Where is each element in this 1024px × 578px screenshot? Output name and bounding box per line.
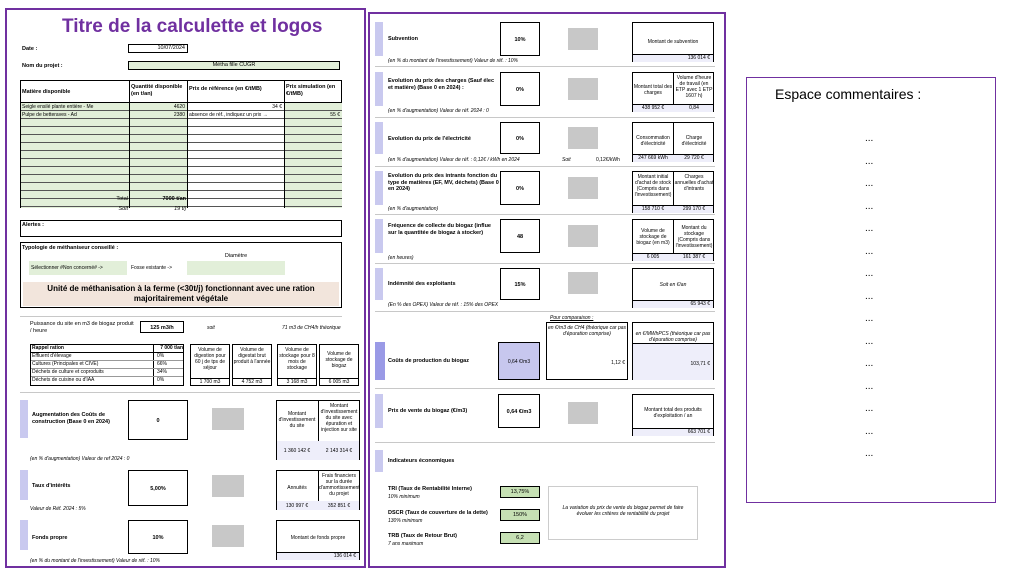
volume-header: Volume de stockage pour 8 mois de stockage <box>279 347 315 371</box>
sale-price-label: Prix de vente du biogaz (€/m3) <box>388 408 468 414</box>
material-row-1-qty[interactable]: 4620 <box>173 104 185 110</box>
inputs-price-input[interactable]: 0% <box>500 171 540 205</box>
trb-label: TRB (Taux de Retour Brut) <box>388 533 457 539</box>
material-row-1-name[interactable]: Seigle ensilé plante entière - Me <box>22 104 94 110</box>
collection-frequency-slider[interactable] <box>568 225 598 247</box>
material-row-2-ref: absence de réf., indiquez un prix → <box>189 112 268 118</box>
project-field[interactable]: Métha fille CUGR <box>128 61 340 70</box>
inputs-box <box>632 171 714 213</box>
header-material: Matière disponible <box>22 89 71 95</box>
comparison-label: Pour comparaison : <box>550 315 594 321</box>
diameter-input[interactable] <box>187 261 285 275</box>
financial-costs-value: 352 851 € <box>327 503 351 509</box>
subsidy-input[interactable]: 10% <box>500 22 540 56</box>
volume-header: Volume de stockage de biogaz <box>325 351 353 369</box>
comment-line: ... <box>865 313 874 324</box>
volume-value: 1 700 m3 <box>191 378 229 385</box>
equity-value: 136 014 € <box>277 552 359 560</box>
ration-header: Rappel ration <box>32 345 64 351</box>
subsidy-note: (en % du montant de l'investissement) Valeur de réf. : 10% <box>388 58 519 64</box>
collection-frequency-note: (en heures) <box>388 255 414 261</box>
power-ch4: 71 m3 de CH4/h théorique <box>282 325 341 331</box>
charges-input[interactable]: 0% <box>500 72 540 106</box>
typology-select[interactable]: Sélectionner #Non concerné# -> <box>29 261 127 275</box>
construction-cost-note: (en % d'augmentation) Valeur de ref 2024 : 0 <box>30 456 130 462</box>
storage-box <box>632 219 714 261</box>
electricity-label: Evolution du prix de l'électricité <box>388 136 471 142</box>
compensation-note: (En % des OPEX) Valeur de réf. : 15% des OPEX <box>388 302 499 308</box>
comment-line: ... <box>865 403 874 414</box>
volume-header: Volume de digestat brut produit à l'année <box>233 347 271 365</box>
annuities-box <box>276 470 360 510</box>
trb-value: 6,2 <box>500 532 540 544</box>
ration-row-value: 66% <box>157 361 168 367</box>
sale-price-input[interactable]: 0,64 €/m3 <box>498 394 540 428</box>
subsidy-label: Subvention <box>388 36 418 42</box>
inputs-price-note: (en % d'augmentation) <box>388 206 439 212</box>
cost-mwh-value: 103,71 € <box>633 343 713 380</box>
electricity-price: 0,12€/kWh <box>596 157 620 163</box>
header-sim-price: Prix simulation (en €/tMB) <box>286 84 336 97</box>
subsidy-slider[interactable] <box>568 28 598 50</box>
ration-row-value: 34% <box>157 369 168 375</box>
compensation-box <box>632 268 714 308</box>
storage-volume-header: Volume de stockage de biogaz (en m3) <box>636 228 670 246</box>
comment-line: ... <box>865 245 874 257</box>
equity-input[interactable]: 10% <box>128 520 188 554</box>
volume-biogas <box>319 344 359 386</box>
alerts-box <box>20 220 342 237</box>
ration-row: Déchets de culture et coproduits <box>32 369 104 375</box>
revenue-box <box>632 394 714 436</box>
comment-line: ... <box>865 200 874 212</box>
cost-ch4-value: 1,12 € <box>611 360 625 366</box>
soit-label: Soit <box>118 206 128 212</box>
trb-min: 7 ans maximum <box>388 541 424 547</box>
ration-row: Effluent d'élevage <box>32 353 72 359</box>
cost-ch4-header: en €/m3 de CH4 (théorique car pas d'épuration comprise) <box>547 325 627 337</box>
cost-ch4-box <box>546 322 628 380</box>
initial-stock-value: 158 710 € <box>641 206 665 212</box>
comments-panel[interactable] <box>746 77 996 503</box>
power-label: Puissance du site en m3 de biogaz produit / heure <box>30 321 134 334</box>
annual-inputs-header: Charges annuelles d'achat d'intrants <box>674 174 714 192</box>
volume-value: 4 752 m3 <box>233 378 271 385</box>
material-row-2-qty[interactable]: 2380 <box>173 112 185 118</box>
dscr-label: DSCR (Taux de couverture de la dette) <box>388 510 488 516</box>
electricity-input[interactable]: 0% <box>500 122 540 154</box>
compensation-value: 65 943 € <box>633 300 713 308</box>
equity-note: (en % du montant de l'investissement) Valeur de réf. : 10% <box>30 558 161 564</box>
indicators-label: Indicateurs économiques <box>388 458 455 464</box>
header-quantity: Quantité disponible (en t/an) <box>131 84 183 97</box>
electricity-slider[interactable] <box>568 127 598 149</box>
comment-line: ... <box>865 448 874 459</box>
investment-box <box>276 400 360 460</box>
construction-cost-label: Augmentation des Coûts de construction (Base 0 en 2024) <box>32 412 110 425</box>
volume-value: 3 168 m3 <box>278 378 316 385</box>
power-value: 125 m3/h <box>140 321 184 333</box>
materials-table <box>20 80 342 208</box>
material-row-2-name[interactable]: Pulpe de betteraves - Ad <box>22 112 77 118</box>
charges-value: 438 952 € <box>641 105 665 111</box>
electricity-box <box>632 122 714 162</box>
electricity-consumption-value: 247 669 kWh <box>638 155 668 161</box>
construction-cost-input[interactable]: 0 <box>128 400 188 440</box>
interest-rate-note: Valeur de Réf. 2024 : 5% <box>30 506 86 512</box>
investment-epuration-header: Montant d'investissement du site avec épuration et injection sur site <box>320 403 358 433</box>
comment-line: ... <box>865 358 874 369</box>
electricity-charge-header: Charge d'électricité <box>681 135 707 147</box>
revenue-header: Montant total des produits d'exploitation / an <box>644 407 702 419</box>
alerts-label: Alertes : <box>22 222 45 228</box>
compensation-slider[interactable] <box>568 272 598 294</box>
compensation-header: Soit en €/an <box>659 282 687 288</box>
equity-box <box>276 520 360 560</box>
storage-amount-value: 161 387 € <box>682 254 706 260</box>
typology-box <box>20 242 342 308</box>
revenue-value: 663 701 € <box>633 428 713 436</box>
ration-row: Cultures (Principales et CIVE) <box>32 361 99 367</box>
typology-label: Typologie de méthaniseur conseillé : <box>22 245 119 251</box>
equity-slider[interactable] <box>212 525 244 547</box>
annual-inputs-value: 299 170 € <box>682 206 706 212</box>
subsidy-header: Montant de subvention <box>647 39 699 45</box>
diameter-label: Diamètre <box>224 253 248 259</box>
investment-epuration-value: 2 143 314 € <box>325 448 353 454</box>
work-hours-value: 0,84 <box>689 105 699 111</box>
charges-slider[interactable] <box>568 78 598 100</box>
comment-line: ... <box>865 133 874 144</box>
charges-box <box>632 72 714 112</box>
storage-volume-value: 6 005 <box>646 254 660 260</box>
dscr-min: 130% minimum <box>388 518 423 524</box>
tri-min: 10% minimum <box>388 494 420 500</box>
volume-digestat <box>232 344 272 386</box>
electricity-consumption-header: Consommation d'électricité <box>636 135 670 147</box>
ration-header-value: 7 000 t/an <box>160 345 183 351</box>
annuities-header: Annuités <box>287 485 307 491</box>
equity-label: Fonds propre <box>32 535 68 541</box>
comment-line: ... <box>865 290 874 302</box>
date-field[interactable]: 10/07/2024 <box>128 44 188 53</box>
investment-header: Montant d'investissement du site <box>278 411 316 429</box>
interest-rate-label: Taux d'intérêts <box>32 483 71 489</box>
comment-line: ... <box>865 268 874 279</box>
volume-header: Volume de digestion pour 60 j de tps de séjour <box>194 347 226 371</box>
interest-rate-slider[interactable] <box>212 475 244 497</box>
annuities-value: 130 997 € <box>285 503 309 509</box>
subsidy-box <box>632 22 714 62</box>
tri-label: TRI (Taux de Rentabilité Interne) <box>388 486 472 492</box>
power-soit: soit <box>207 325 215 331</box>
total-label: Total <box>116 196 128 202</box>
charges-note: (en % d'augmentation) Valeur de réf. 2024 : 0 <box>388 108 489 114</box>
collection-frequency-label: Fréquence de collecte du biogaz (influe sur la quantitée de biogaz à stocker) <box>388 223 491 236</box>
charges-header: Montant total des charges <box>633 84 673 96</box>
comment-line: ... <box>865 155 874 167</box>
inputs-price-label: Evolution du prix des intrants fonction du type de matières (EF, MV, déchets) (Base 0 en 2024) <box>388 173 499 192</box>
electricity-soit: Soit <box>562 157 571 163</box>
header-ref-price: Prix de référence (en €/tMB) <box>189 86 262 92</box>
financial-costs-header: Frais financiers sur la durée d'ammortissement du projet <box>319 473 360 497</box>
production-cost-value: 0,64 €/m3 <box>498 342 540 380</box>
soit-value: 19 t/j <box>174 206 186 212</box>
total-value: 7000 t/an <box>162 196 186 202</box>
sale-price-slider[interactable] <box>568 402 598 424</box>
production-cost-label: Coûts de production du biogaz <box>388 358 469 364</box>
electricity-note: (en % d'augmentation) Valeur de réf. : 0,12€ / kWh en 2024 <box>388 157 520 163</box>
compensation-input[interactable]: 15% <box>500 268 540 300</box>
comment-line: ... <box>865 223 874 234</box>
storage-amount-header: Montant du stockage (Compris dans l'investissement) <box>675 225 713 249</box>
tri-value: 13,75% <box>500 486 540 498</box>
cost-mwh-box <box>632 322 714 380</box>
cost-mwh-header: en €/MWhPCS (théorique car pas d'épuration comprise) <box>635 331 711 343</box>
ration-table <box>30 344 184 386</box>
ration-row-value: 0% <box>157 353 165 359</box>
volume-value: 6 005 m3 <box>320 378 358 385</box>
date-label: Date : <box>22 46 38 52</box>
ration-row: Déchets de cuisine ou d'IAA <box>32 377 95 383</box>
interest-rate-input[interactable]: 5,00% <box>128 470 188 506</box>
material-row-1-ref: 34 € <box>272 104 282 110</box>
comment-line: ... <box>865 425 874 437</box>
compensation-label: Indémnité des exploitants <box>388 281 456 287</box>
initial-stock-header: Montant initial d'achat de stock (Compris dans l'investissement) <box>634 174 672 198</box>
inputs-price-slider[interactable] <box>568 177 598 199</box>
subsidy-value: 136 014 € <box>633 54 713 62</box>
comment-line: ... <box>865 335 874 347</box>
comments-title: Espace commentaires : <box>775 86 922 102</box>
material-row-2-sim[interactable]: 55 € <box>330 112 340 118</box>
ration-row-value: 0% <box>157 377 165 383</box>
comment-line: ... <box>865 178 874 189</box>
work-hours-header: Volume d'heure de travail (en ETP avec 1 ETP 1607 h) <box>675 75 713 99</box>
volume-storage <box>277 344 317 386</box>
equity-header: Montant de fonds propre <box>290 535 346 541</box>
page-title: Titre de la calculette et logos <box>62 16 323 37</box>
unit-recommendation: Unité de méthanisation à la ferme (<30t/j) fonctionnant avec une ration majoritairement végétale <box>23 282 339 306</box>
construction-cost-slider[interactable] <box>212 408 244 430</box>
collection-frequency-input[interactable]: 48 <box>500 219 540 253</box>
investment-value: 1 360 142 € <box>283 448 311 454</box>
indicators-note: La variation du prix de vente du biogaz permet de faire évoluer les critères de rentabilité du projet <box>548 486 698 540</box>
dscr-value: 150% <box>500 509 540 521</box>
electricity-charge-value: 29 720 € <box>684 155 704 161</box>
volume-digestion <box>190 344 230 386</box>
charges-label: Evolution du prix des charges (Sauf élec et matière) (Base 0 en 2024) : <box>388 78 495 91</box>
comment-line: ... <box>865 380 874 392</box>
fosse-label: Fosse existante -> <box>131 265 172 271</box>
project-label: Nom du projet : <box>22 63 63 69</box>
